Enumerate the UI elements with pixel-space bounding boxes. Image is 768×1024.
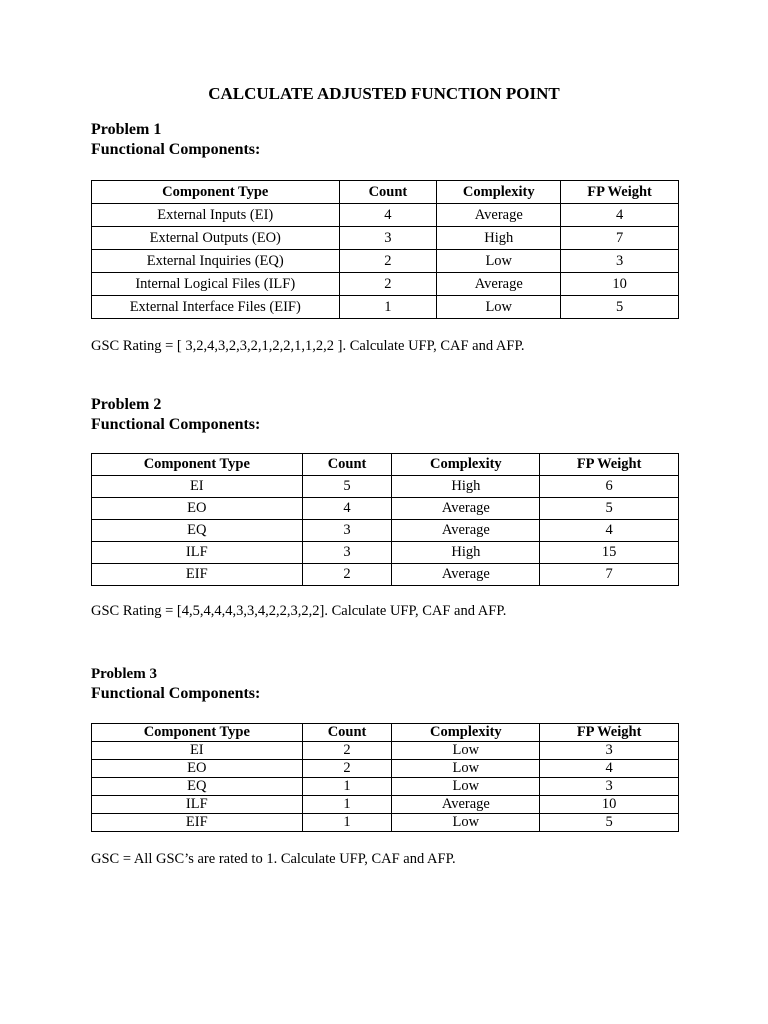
count-cell: 5 — [302, 476, 392, 498]
component-type-cell: ILF — [92, 796, 303, 814]
column-header: Count — [302, 454, 392, 476]
table-row — [92, 498, 679, 520]
column-header: Complexity — [437, 181, 561, 204]
complexity-cell: Low — [392, 778, 540, 796]
problem-1-subtitle: Functional Components: — [91, 141, 261, 158]
component-type-cell: EQ — [92, 520, 303, 542]
column-header: FP Weight — [540, 454, 679, 476]
component-type-cell: EQ — [92, 778, 303, 796]
component-type-cell: EI — [92, 742, 303, 760]
complexity-cell: Average — [392, 520, 540, 542]
problem-1-table — [91, 180, 679, 319]
problem-3-table — [91, 723, 679, 832]
fp-weight-cell: 5 — [561, 296, 679, 319]
column-header: Count — [339, 181, 437, 204]
fp-weight-cell: 4 — [561, 204, 679, 227]
complexity-cell: Average — [392, 796, 540, 814]
fp-weight-cell: 4 — [540, 760, 679, 778]
component-type-cell: External Inputs (EI) — [92, 204, 340, 227]
complexity-cell: High — [437, 227, 561, 250]
fp-weight-cell: 10 — [561, 273, 679, 296]
fp-weight-cell: 4 — [540, 520, 679, 542]
complexity-cell: High — [392, 476, 540, 498]
count-cell: 1 — [302, 796, 392, 814]
count-cell: 2 — [302, 760, 392, 778]
component-type-cell: EIF — [92, 564, 303, 586]
component-type-cell: EIF — [92, 814, 303, 832]
table-row — [92, 273, 679, 296]
count-cell: 3 — [302, 542, 392, 564]
table-row — [92, 250, 679, 273]
table-header-row — [92, 454, 679, 476]
component-type-cell: ILF — [92, 542, 303, 564]
fp-weight-cell: 10 — [540, 796, 679, 814]
problem-2-gsc-text: GSC Rating = [4,5,4,4,4,3,3,4,2,2,3,2,2]. Calculate UFP, CAF and AFP. — [91, 603, 507, 619]
count-cell: 1 — [339, 296, 437, 319]
count-cell: 2 — [302, 564, 392, 586]
complexity-cell: Low — [392, 814, 540, 832]
table-header-row — [92, 724, 679, 742]
column-header: FP Weight — [561, 181, 679, 204]
count-cell: 1 — [302, 778, 392, 796]
fp-weight-cell: 5 — [540, 814, 679, 832]
count-cell: 4 — [302, 498, 392, 520]
table-row — [92, 227, 679, 250]
count-cell: 1 — [302, 814, 392, 832]
column-header: Complexity — [392, 454, 540, 476]
fp-weight-cell: 5 — [540, 498, 679, 520]
problem-2-section — [91, 395, 679, 619]
table-row — [92, 542, 679, 564]
fp-weight-cell: 3 — [540, 742, 679, 760]
table-header-row — [92, 181, 679, 204]
problem-1-gsc-text: GSC Rating = [ 3,2,4,3,2,3,2,1,2,2,1,1,2,2 ]. Calculate UFP, CAF and AFP. — [91, 338, 525, 354]
complexity-cell: Average — [437, 273, 561, 296]
fp-weight-cell: 3 — [561, 250, 679, 273]
complexity-cell: Low — [437, 296, 561, 319]
column-header: Component Type — [92, 181, 340, 204]
problem-1-section — [91, 120, 679, 354]
problem-3-title: Problem 3 — [91, 666, 157, 682]
component-type-cell: EO — [92, 498, 303, 520]
fp-weight-cell: 3 — [540, 778, 679, 796]
table-row — [92, 814, 679, 832]
column-header: Component Type — [92, 454, 303, 476]
count-cell: 2 — [339, 250, 437, 273]
component-type-cell: External Outputs (EO) — [92, 227, 340, 250]
table-row — [92, 520, 679, 542]
column-header: Count — [302, 724, 392, 742]
complexity-cell: Average — [437, 204, 561, 227]
table-row — [92, 204, 679, 227]
problem-2-title: Problem 2 — [91, 396, 162, 413]
component-type-cell: External Interface Files (EIF) — [92, 296, 340, 319]
table-row — [92, 476, 679, 498]
component-type-cell: External Inquiries (EQ) — [92, 250, 340, 273]
count-cell: 4 — [339, 204, 437, 227]
table-row — [92, 778, 679, 796]
fp-weight-cell: 6 — [540, 476, 679, 498]
count-cell: 2 — [339, 273, 437, 296]
fp-weight-cell: 7 — [540, 564, 679, 586]
problem-2-table — [91, 453, 679, 586]
column-header: Component Type — [92, 724, 303, 742]
document-title: CALCULATE ADJUSTED FUNCTION POINT — [208, 84, 560, 103]
complexity-cell: Low — [437, 250, 561, 273]
component-type-cell: EO — [92, 760, 303, 778]
table-row — [92, 296, 679, 319]
column-header: FP Weight — [540, 724, 679, 742]
table-row — [92, 742, 679, 760]
complexity-cell: Average — [392, 498, 540, 520]
problem-3-section — [91, 664, 679, 867]
complexity-cell: High — [392, 542, 540, 564]
table-row — [92, 564, 679, 586]
component-type-cell: Internal Logical Files (ILF) — [92, 273, 340, 296]
complexity-cell: Low — [392, 760, 540, 778]
table-row — [92, 760, 679, 778]
complexity-cell: Low — [392, 742, 540, 760]
problem-2-subtitle: Functional Components: — [91, 416, 261, 433]
component-type-cell: EI — [92, 476, 303, 498]
fp-weight-cell: 7 — [561, 227, 679, 250]
problem-3-gsc-text: GSC = All GSC’s are rated to 1. Calculate UFP, CAF and AFP. — [91, 851, 456, 867]
fp-weight-cell: 15 — [540, 542, 679, 564]
table-row — [92, 796, 679, 814]
column-header: Complexity — [392, 724, 540, 742]
complexity-cell: Average — [392, 564, 540, 586]
count-cell: 2 — [302, 742, 392, 760]
count-cell: 3 — [339, 227, 437, 250]
problem-1-title: Problem 1 — [91, 121, 162, 138]
count-cell: 3 — [302, 520, 392, 542]
problem-3-subtitle: Functional Components: — [91, 685, 261, 702]
